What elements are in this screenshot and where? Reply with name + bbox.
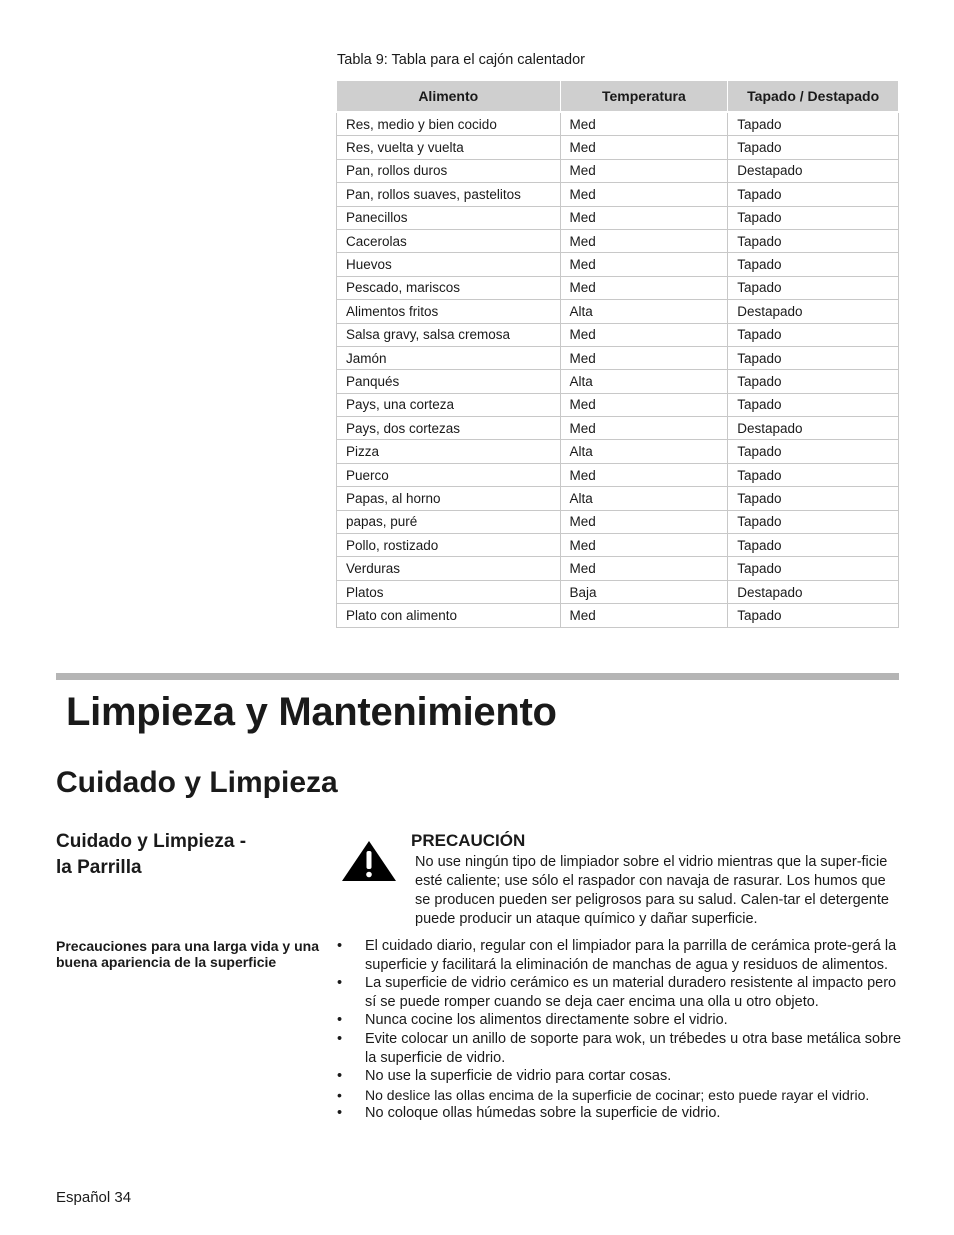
table-row [337,183,899,206]
warming-drawer-table [336,80,899,628]
bullet-marker: • [337,938,343,954]
cell-food: Huevos [337,253,561,276]
cell-covered: Tapado [728,206,899,229]
cell-temperature: Med [560,534,728,557]
table-row [337,276,899,299]
cell-food: Panecillos [337,206,561,229]
cell-covered: Tapado [728,510,899,533]
table-row [337,136,899,159]
cell-temperature: Med [560,136,728,159]
table-row [337,510,899,533]
column-header-covered: Tapado / Destapado [728,81,899,113]
cell-food: Papas, al horno [337,487,561,510]
cell-food: Cacerolas [337,229,561,252]
cell-temperature: Med [560,112,728,136]
cell-temperature: Alta [560,370,728,393]
cell-food: Jamón [337,346,561,369]
bullet-marker: • [337,1068,343,1085]
table-row [337,112,899,136]
caution-title: PRECAUCIÓN [411,831,526,850]
cell-temperature: Med [560,510,728,533]
cell-temperature: Med [560,346,728,369]
cell-food: Res, medio y bien cocido [337,112,561,136]
cell-food: papas, puré [337,510,561,533]
table-row [337,370,899,393]
table-row [337,604,899,627]
bullet-marker: • [337,1030,343,1047]
cell-food: Puerco [337,463,561,486]
table-row [337,346,899,369]
cell-covered: Tapado [728,534,899,557]
column-header-food: Alimento [337,81,561,113]
section-heading: Cuidado y Limpieza [56,766,338,799]
cell-covered: Tapado [728,323,899,346]
bullet-marker: • [337,975,343,992]
cell-food: Alimentos fritos [337,300,561,323]
cell-food: Pescado, mariscos [337,276,561,299]
cell-covered: Destapado [728,159,899,182]
list-item-text: El cuidado diario, regular con el limpiador para la parrilla de cerámica prote-gerá la superficie y facilitará la eliminación de manchas de agua y residuos de alimentos. [365,938,897,973]
cell-covered: Tapado [728,346,899,369]
page-title: Limpieza y Mantenimiento [66,690,557,734]
cell-temperature: Med [560,323,728,346]
cell-covered: Tapado [728,112,899,136]
cell-temperature: Med [560,276,728,299]
table-row [337,300,899,323]
cell-food: Platos [337,580,561,603]
cell-temperature: Med [560,229,728,252]
list-item-text: No deslice las ollas encima de la superficie de cocinar; esto puede rayar el vidrio. [365,1086,870,1103]
bullet-marker: • [337,1086,342,1103]
list-item [337,1067,902,1086]
cell-covered: Tapado [728,557,899,580]
subsection-heading-line1: Cuidado y Limpieza - [56,831,247,852]
list-item-text: Evite colocar un anillo de soporte para wok, un trébedes u otra base metálica sobre la superficie de vidrio. [365,1030,902,1066]
cell-covered: Tapado [728,440,899,463]
list-item-text: No use la superficie de vidrio para cortar cosas. [365,1068,672,1085]
bullet-marker: • [337,1105,343,1122]
table-row [337,534,899,557]
subsection-heading [56,829,246,881]
list-item-text: La superficie de vidrio cerámico es un material duradero resistente al impacto pero sí se puede romper cuando se deja caer encima una olla u otro objeto. [365,975,897,1010]
subsection-heading-line2: la Parrilla [56,857,142,878]
cell-food: Pan, rollos suaves, pastelitos [337,183,561,206]
table-caption: Tabla 9: Tabla para el cajón calentador [337,52,586,68]
care-bullet-list [337,937,902,1123]
cell-temperature: Med [560,604,728,627]
table-row [337,253,899,276]
table-row [337,323,899,346]
list-item [337,1104,902,1123]
cell-temperature: Med [560,557,728,580]
section-divider [56,673,899,680]
list-item [337,937,902,974]
table-header-row [337,81,899,113]
cell-covered: Tapado [728,463,899,486]
cell-temperature: Baja [560,580,728,603]
cell-temperature: Med [560,417,728,440]
cell-covered: Tapado [728,136,899,159]
cell-temperature: Alta [560,300,728,323]
cell-temperature: Med [560,159,728,182]
cell-covered: Tapado [728,370,899,393]
cell-temperature: Alta [560,440,728,463]
cell-food: Pays, una corteza [337,393,561,416]
table-row [337,487,899,510]
cell-food: Salsa gravy, salsa cremosa [337,323,561,346]
table-body [337,112,899,627]
table-row [337,159,899,182]
cell-temperature: Med [560,253,728,276]
cell-food: Res, vuelta y vuelta [337,136,561,159]
list-item [337,1030,902,1067]
cell-covered: Tapado [728,253,899,276]
table-row [337,417,899,440]
list-item [337,974,902,1011]
cell-food: Panqués [337,370,561,393]
table-row [337,580,899,603]
cell-covered: Tapado [728,276,899,299]
page-footer: Español 34 [56,1189,132,1206]
side-note: Precauciones para una larga vida y una buena apariencia de la superficie [56,938,319,970]
cell-covered: Tapado [728,487,899,510]
list-item [337,1086,902,1105]
cell-food: Pan, rollos duros [337,159,561,182]
cell-food: Pizza [337,440,561,463]
cell-covered: Destapado [728,417,899,440]
cell-temperature: Alta [560,487,728,510]
table-row [337,393,899,416]
bullet-marker: • [337,1012,343,1029]
cell-food: Pays, dos cortezas [337,417,561,440]
cell-covered: Tapado [728,604,899,627]
table-row [337,206,899,229]
cell-temperature: Med [560,463,728,486]
table-row [337,440,899,463]
list-item-text: No coloque ollas húmedas sobre la superficie de vidrio. [365,1105,721,1122]
cell-covered: Destapado [728,580,899,603]
list-item [337,1011,902,1030]
cell-food: Verduras [337,557,561,580]
warning-triangle-icon [341,840,397,882]
cell-food: Plato con alimento [337,604,561,627]
list-item-text: Nunca cocine los alimentos directamente sobre el vidrio. [365,1012,728,1029]
cell-covered: Tapado [728,229,899,252]
cell-covered: Tapado [728,183,899,206]
cell-food: Pollo, rostizado [337,534,561,557]
column-header-temperature: Temperatura [560,81,728,113]
caution-text: No use ningún tipo de limpiador sobre el vidrio mientras que la super-ficie esté caliente; use sólo el raspador con navaja de rasurar. Los humos que se producen pueden ser peligrosos para su salud. Calen-tar el detergente puede producir un ataque químico y dañar superficie. [415,854,889,927]
cell-temperature: Med [560,393,728,416]
cell-covered: Destapado [728,300,899,323]
cell-temperature: Med [560,183,728,206]
table-row [337,229,899,252]
table-row [337,463,899,486]
table-row [337,557,899,580]
cell-covered: Tapado [728,393,899,416]
cell-temperature: Med [560,206,728,229]
